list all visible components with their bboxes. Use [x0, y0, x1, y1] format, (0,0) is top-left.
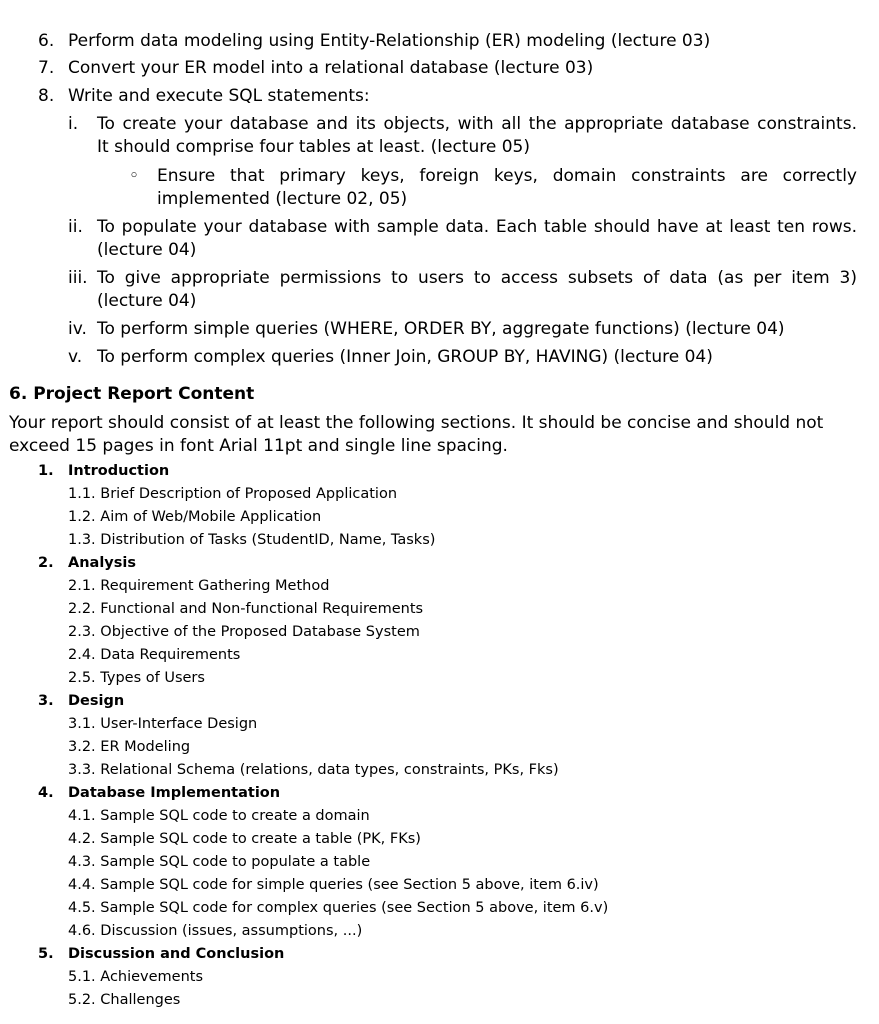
step-7: [38, 58, 594, 78]
substep-i-line2: It should comprise four tables at least. (lecture 05): [97, 137, 530, 157]
toc-3-number: 3.: [38, 693, 54, 709]
toc-item: 1.1. Brief Description of Proposed Application: [68, 486, 398, 502]
toc-item: 2.1. Requirement Gathering Method: [68, 578, 330, 594]
toc-item: 2.3. Objective of the Proposed Database System: [68, 624, 420, 640]
substep-v-line1: To perform complex queries (Inner Join, GROUP BY, HAVING) (lecture 04): [97, 347, 713, 367]
toc-4-title: Database Implementation: [68, 785, 281, 801]
toc-item: 4.5. Sample SQL code for complex queries (see Section 5 above, item 6.v): [68, 900, 609, 916]
substep-i-line1: To create your database and its objects, with all the appropriate database constraints.: [97, 114, 857, 134]
substep-ii-line1: To populate your database with sample data. Each table should have at least ten rows.: [97, 217, 857, 237]
substep-iv-line1: To perform simple queries (WHERE, ORDER BY, aggregate functions) (lecture 04): [97, 319, 785, 339]
substep-i-number: i.: [68, 114, 79, 134]
toc-4-number: 4.: [38, 785, 54, 801]
bullet-symbol: ◦: [129, 166, 140, 186]
toc-item: 4.6. Discussion (issues, assumptions, ...): [68, 923, 363, 939]
substep-ii-number: ii.: [68, 217, 83, 237]
substep-iii-line2: (lecture 04): [97, 291, 197, 311]
toc-1-number: 1.: [38, 463, 54, 479]
step-8: [38, 86, 370, 106]
substep-iv-number: iv.: [68, 319, 87, 339]
toc-item: 3.1. User-Interface Design: [68, 716, 258, 732]
toc-item: 5.1. Achievements: [68, 969, 204, 985]
section-intro-line1: Your report should consist of at least the following sections. It should be concise and should not: [9, 413, 824, 433]
toc-item: 1.3. Distribution of Tasks (StudentID, Name, Tasks): [68, 532, 436, 548]
toc-item: 3.3. Relational Schema (relations, data types, constraints, PKs, Fks): [68, 762, 559, 778]
toc-5-number: 5.: [38, 946, 54, 962]
toc-1-title: Introduction: [68, 463, 170, 479]
toc-3-title: Design: [68, 693, 125, 709]
toc-item: 2.4. Data Requirements: [68, 647, 241, 663]
bullet-line2: implemented (lecture 02, 05): [157, 189, 408, 209]
section-heading: 6. Project Report Content: [9, 384, 255, 404]
substep-v-number: v.: [68, 347, 83, 367]
step-number: 8.: [38, 86, 55, 106]
step-number: 7.: [38, 58, 55, 78]
toc-2-number: 2.: [38, 555, 54, 571]
step-6: [38, 31, 711, 51]
step-text: Perform data modeling using Entity-Relationship (ER) modeling (lecture 03): [68, 31, 711, 51]
step-text: Write and execute SQL statements:: [68, 86, 370, 106]
toc-5-title: Discussion and Conclusion: [68, 946, 285, 962]
toc-item: 4.4. Sample SQL code for simple queries (see Section 5 above, item 6.iv): [68, 877, 599, 893]
bullet-line1: Ensure that primary keys, foreign keys, domain constraints are correctly: [157, 166, 857, 186]
toc-2-title: Analysis: [68, 555, 136, 571]
toc-item: 1.2. Aim of Web/Mobile Application: [68, 509, 322, 525]
toc-item: 4.3. Sample SQL code to populate a table: [68, 854, 371, 870]
substep-iii-line1: To give appropriate permissions to users to access subsets of data (as per item 3): [97, 268, 857, 288]
toc-item: 2.5. Types of Users: [68, 670, 205, 686]
step-text: Convert your ER model into a relational database (lecture 03): [68, 58, 594, 78]
substep-ii-line2: (lecture 04): [97, 240, 197, 260]
section-intro-line2: exceed 15 pages in font Arial 11pt and single line spacing.: [9, 436, 508, 456]
step-number: 6.: [38, 31, 55, 51]
substep-iii-number: iii.: [68, 268, 88, 288]
toc-item: 4.2. Sample SQL code to create a table (PK, FKs): [68, 831, 421, 847]
toc-item: 3.2. ER Modeling: [68, 739, 191, 755]
toc-item: 5.2. Challenges: [68, 992, 181, 1008]
toc-item: 4.1. Sample SQL code to create a domain: [68, 808, 370, 824]
toc-item: 2.2. Functional and Non-functional Requirements: [68, 601, 424, 617]
